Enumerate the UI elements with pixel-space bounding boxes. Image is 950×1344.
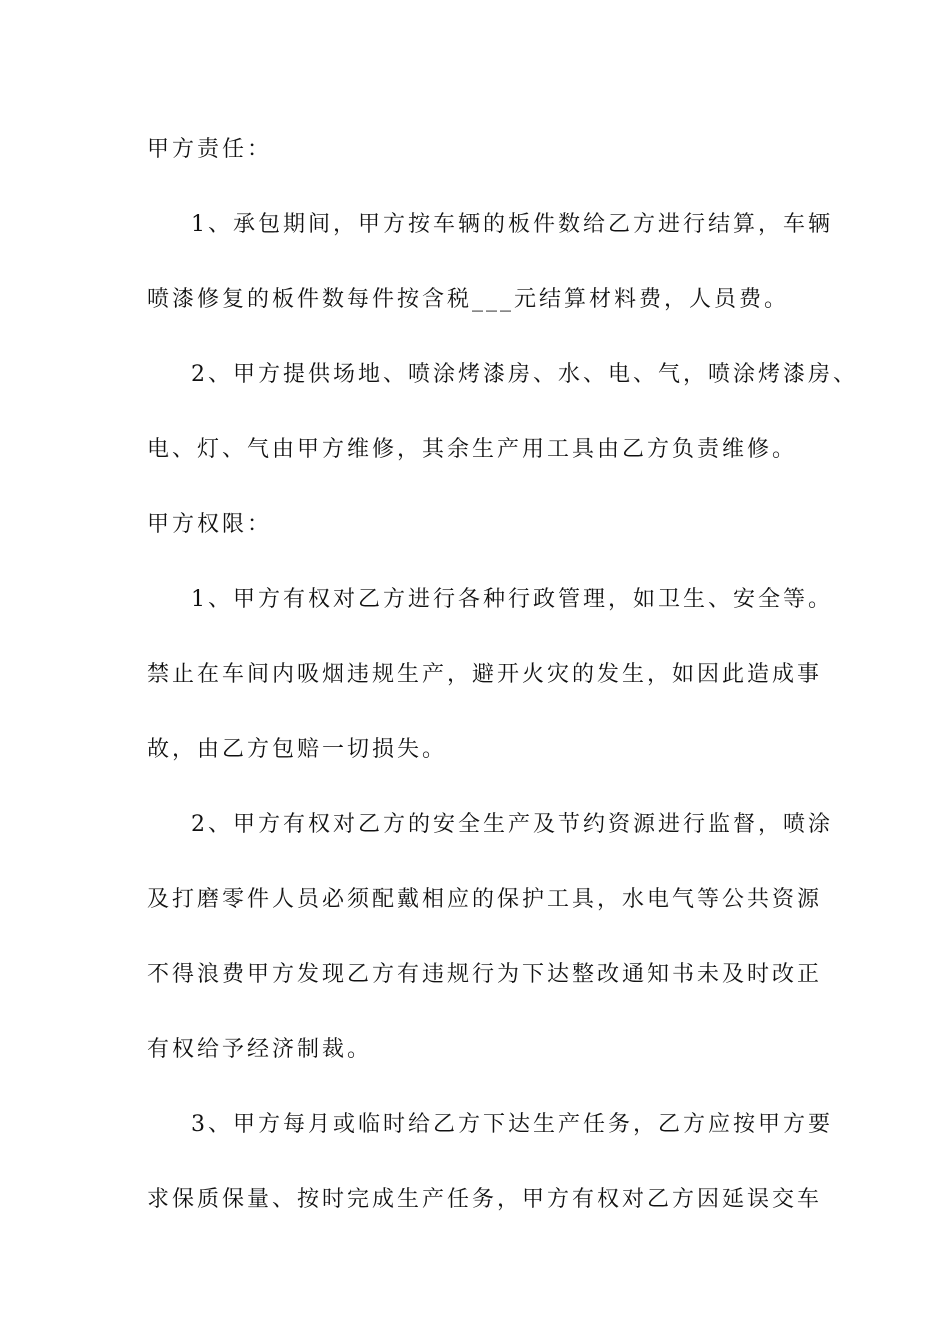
paragraph-line: 求保质保量、按时完成生产任务，甲方有权对乙方因延误交车 xyxy=(147,1187,823,1212)
heading-party-a-responsibilities: 甲方责任： xyxy=(147,137,273,162)
paragraph-line: 禁止在车间内吸烟违规生产，避开火灾的发生，如因此造成事 xyxy=(147,662,823,687)
paragraph-line: 故，由乙方包赔一切损失。 xyxy=(147,737,448,762)
paragraph-line: 2、甲方提供场地、喷涂烤漆房、水、电、气，喷涂烤漆房、 xyxy=(191,362,858,387)
paragraph-line: 1、甲方有权对乙方进行各种行政管理，如卫生、安全等。 xyxy=(191,587,833,612)
paragraph-line: 不得浪费甲方发现乙方有违规行为下达整改通知书未及时改正 xyxy=(147,962,823,987)
paragraph-line: 及打磨零件人员必须配戴相应的保护工具，水电气等公共资源 xyxy=(147,887,823,912)
heading-party-a-rights: 甲方权限： xyxy=(147,512,273,537)
paragraph-line: 1、承包期间，甲方按车辆的板件数给乙方进行结算，车辆 xyxy=(191,212,833,237)
paragraph-line: 2、甲方有权对乙方的安全生产及节约资源进行监督，喷涂 xyxy=(191,812,833,837)
paragraph-line: 电、灯、气由甲方维修，其余生产用工具由乙方负责维修。 xyxy=(147,437,798,462)
paragraph-line: 有权给予经济制裁。 xyxy=(147,1037,373,1062)
paragraph-line: 喷漆修复的板件数每件按含税___元结算材料费，人员费。 xyxy=(147,287,790,312)
paragraph-line: 3、甲方每月或临时给乙方下达生产任务，乙方应按甲方要 xyxy=(191,1112,833,1137)
